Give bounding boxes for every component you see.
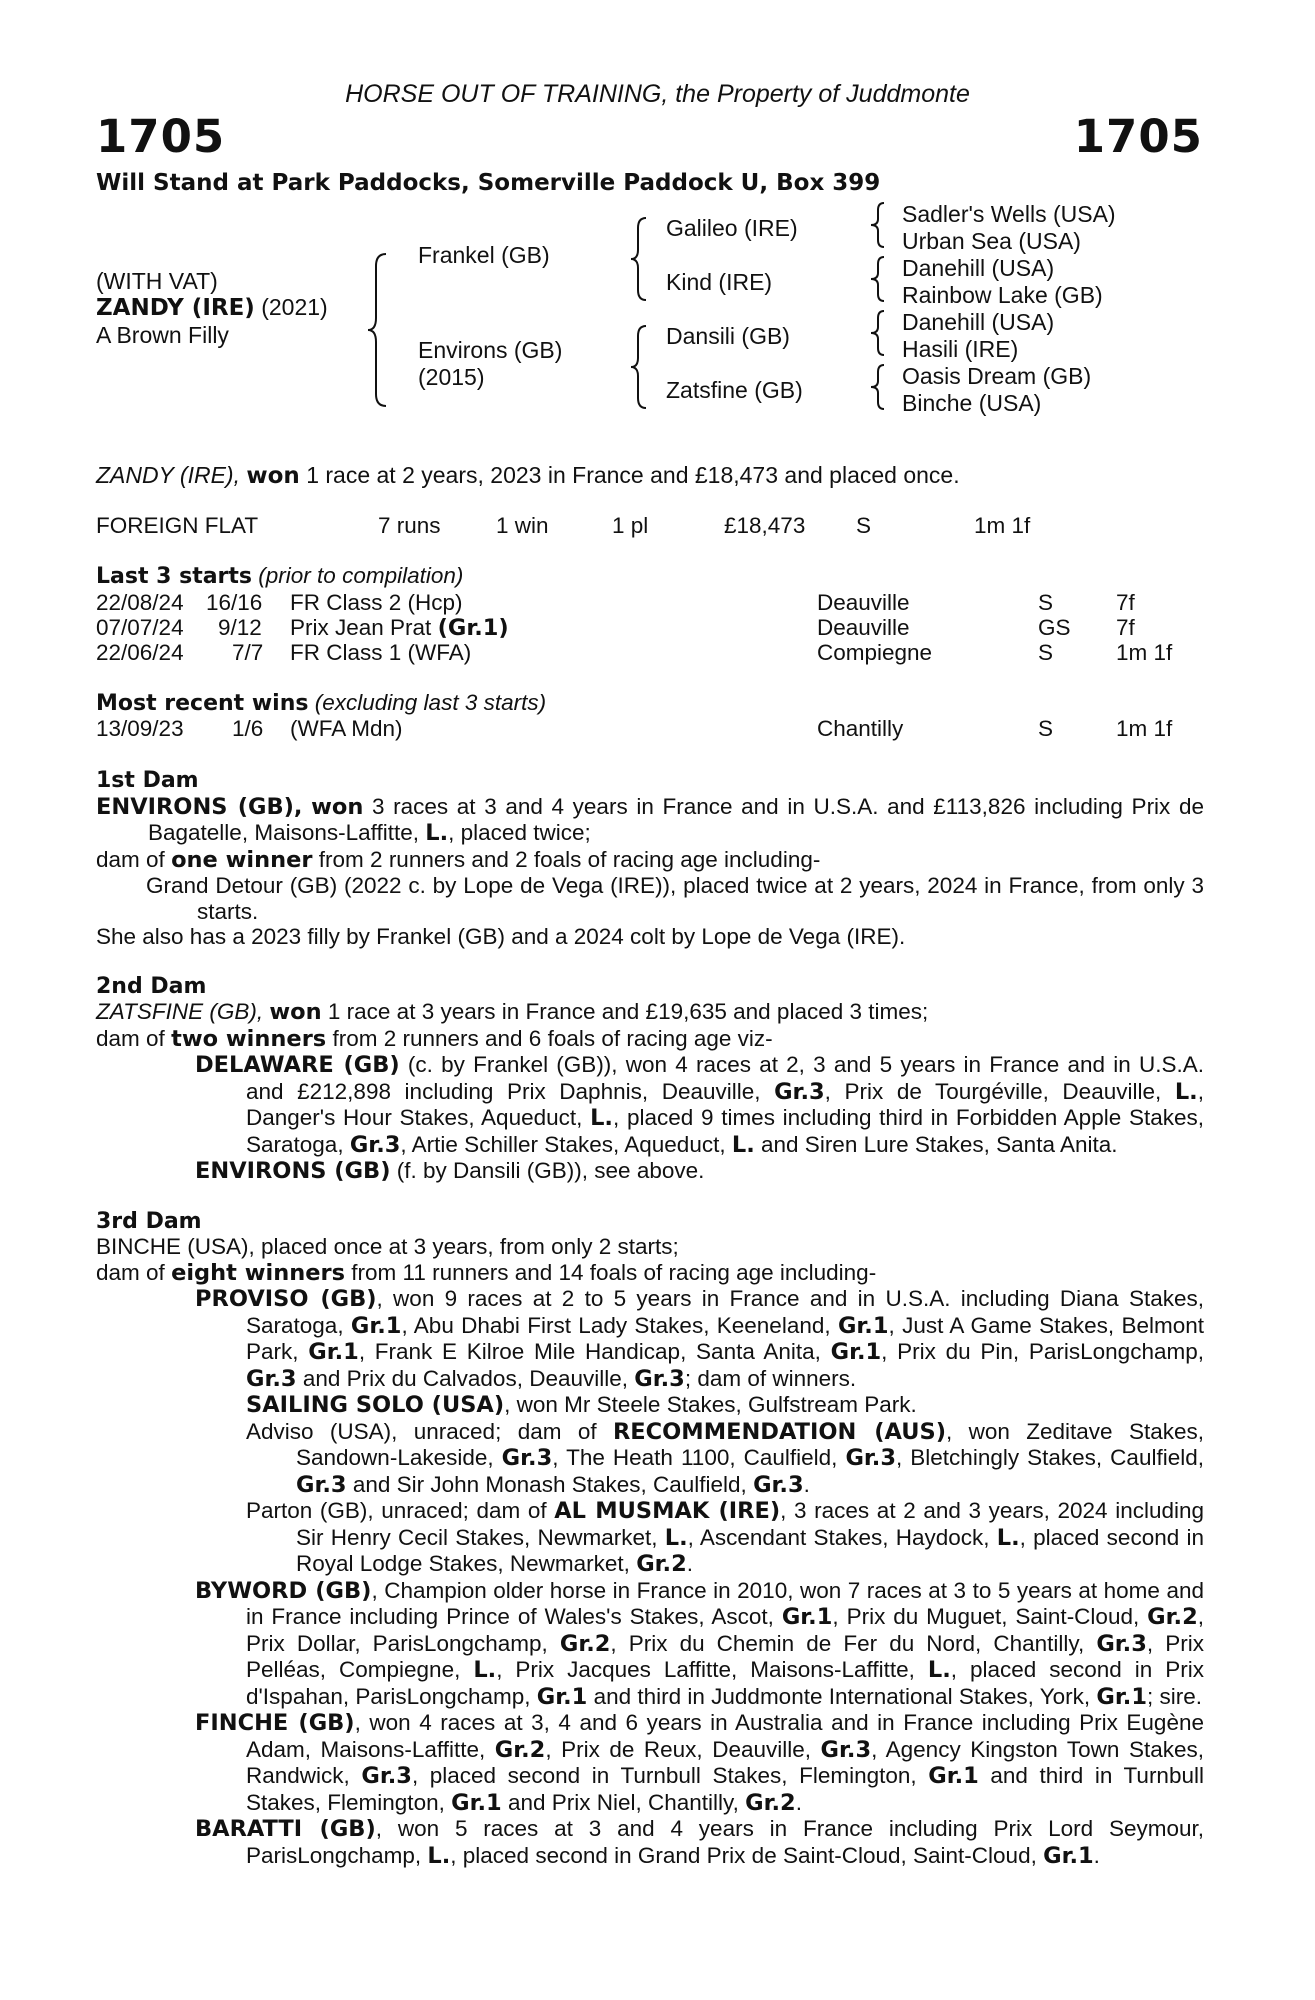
proviso-grade: Gr.1 <box>830 1339 882 1365</box>
win-date: 13/09/23 <box>96 716 184 741</box>
delaware-text-d: , placed 9 times including third in Forbidden Apple Stakes, Saratoga, <box>246 1105 1204 1157</box>
dam1-produce-a: dam of <box>96 846 165 872</box>
byword-text: and third in Juddmonte International Stakes, York, <box>593 1683 1091 1709</box>
proviso-text: and Prix du Calvados, Deauville, <box>302 1365 629 1391</box>
dam3-proviso <box>96 1286 1204 1392</box>
adviso-grade: Gr.3 <box>845 1445 897 1471</box>
pedigree-g6: Hasili (IRE) <box>902 336 1019 362</box>
proviso-text: , Prix du Pin, ParisLongchamp, <box>881 1339 1204 1364</box>
dam1-produce-c: from 2 runners and 2 foals of racing age including- <box>318 846 821 872</box>
byword-grade: Gr.1 <box>536 1683 588 1710</box>
byword-text: , Prix du Chemin de Fer du Nord, Chantilly, <box>610 1630 1085 1656</box>
start-distance: 7f <box>1116 615 1135 640</box>
dam3-heading: 3rd Dam <box>96 1208 202 1234</box>
adviso-text: and Sir John Monash Stakes, Caulfield, <box>352 1471 747 1497</box>
baratti-text: , placed second in Grand Prix de Saint-Cloud, Saint-Cloud, <box>450 1842 1037 1868</box>
proviso-text: , won 9 races at 2 to 5 years in France and in U.S.A. including Diana Stakes, Saratoga, <box>246 1286 1204 1338</box>
record-runs: 7 runs <box>378 513 441 538</box>
pedigree-dam-year: (2015) <box>418 364 485 390</box>
pedigree-g2: Urban Sea (USA) <box>902 228 1081 254</box>
lot-number-left: 1705 <box>96 110 226 163</box>
byword-text: , Prix Jacques Laffitte, Maisons-Laffitte, <box>496 1657 915 1682</box>
proviso-text: , Just A Game Stakes, Belmont Park, <box>246 1312 1204 1364</box>
start-distance: 1m 1f <box>1116 640 1173 665</box>
start-course: Deauville <box>817 615 910 640</box>
adviso-grade: Gr.3 <box>501 1445 553 1471</box>
dam1-name: ENVIRONS (GB), <box>96 793 303 820</box>
finche-text: , placed second in Turnbull Stakes, Flemington, <box>411 1763 917 1788</box>
pedigree-sire-dam: Kind (IRE) <box>666 269 773 295</box>
byword-grade: Gr.1 <box>1096 1683 1147 1710</box>
vat-note: (WITH VAT) <box>96 268 218 294</box>
adviso-text: . <box>803 1471 810 1497</box>
byword-text: ; sire. <box>1146 1683 1202 1709</box>
dam2-won: won <box>269 999 322 1025</box>
dam2-environs <box>96 1158 1204 1185</box>
parton-text: . <box>686 1551 694 1576</box>
start-date: 22/08/24 <box>96 590 184 615</box>
pedigree-brace-sire <box>626 214 652 304</box>
proviso-adviso <box>96 1419 1204 1499</box>
parton-text: Parton (GB), unraced; dam of <box>246 1498 547 1523</box>
parton-grade: Gr.2 <box>636 1551 687 1577</box>
dam-sections <box>96 768 1204 1869</box>
start-date: 07/07/24 <box>96 615 184 640</box>
start-grade: (Gr.1) <box>437 615 509 641</box>
dam2-record <box>96 999 1204 1026</box>
delaware-grade: L. <box>1174 1078 1198 1105</box>
proviso-grade: Gr.3 <box>246 1365 297 1392</box>
horse-description: A Brown Filly <box>96 322 229 348</box>
finche-text: and third in Turnbull Stakes, Flemington, <box>246 1763 1204 1815</box>
byword-grade: Gr.3 <box>1096 1630 1147 1657</box>
pedigree-dam-dam: Zatsfine (GB) <box>666 377 803 403</box>
dam1-other-produce: She also has a 2023 filly by Frankel (GB) and a 2024 colt by Lope de Vega (IRE). <box>96 924 906 949</box>
start-going: S <box>1038 590 1054 615</box>
dam1-heading: 1st Dam <box>96 768 199 793</box>
pedigree-sire-sire: Galileo (IRE) <box>666 215 798 241</box>
race-summary <box>96 462 960 489</box>
adviso-text: , won Zeditave Stakes, Sandown-Lakeside, <box>296 1418 1204 1470</box>
dam3-produce <box>96 1260 1204 1287</box>
recent-wins-note: (excluding last 3 starts) <box>314 690 547 715</box>
win-race: (WFA Mdn) <box>290 716 403 741</box>
start-going: GS <box>1038 615 1071 640</box>
horse-title <box>96 294 328 321</box>
parton-text: , Ascendant Stakes, Haydock, <box>687 1524 990 1550</box>
sailing-solo-name: SAILING SOLO (USA) <box>246 1392 505 1418</box>
parton-text: , placed second in Royal Lodge Stakes, Newmarket, <box>296 1524 1204 1576</box>
win-distance: 1m 1f <box>1116 716 1173 741</box>
summary-text: 1 race at 2 years, 2023 in France and £18,473 and placed once. <box>306 462 960 488</box>
win-going: S <box>1038 716 1054 741</box>
finche-text: , Agency Kingston Town Stakes, Randwick, <box>246 1736 1204 1788</box>
record-going: S <box>856 513 872 538</box>
parton-text: , 3 races at 2 and 3 years, 2024 including Sir Henry Cecil Stakes, Newmarket, <box>296 1498 1205 1550</box>
record-wins: 1 win <box>496 513 549 538</box>
recent-wins-title: Most recent wins <box>96 691 309 716</box>
pedigree-brace-dam <box>626 322 652 412</box>
byword-grade: Gr.2 <box>1147 1604 1198 1630</box>
dam1-produce <box>96 847 1204 874</box>
proviso-sailing-solo <box>96 1392 1204 1419</box>
delaware-grade: Gr.3 <box>774 1078 825 1105</box>
summary-name: ZANDY (IRE), <box>96 462 240 488</box>
start-position: 7/7 <box>232 640 264 665</box>
dam1-grade: L. <box>425 820 449 846</box>
dam2-produce <box>96 1026 1204 1053</box>
byword-text: , placed second in Prix d'Ispahan, ParisLongchamp, <box>246 1657 1204 1709</box>
dam1-record <box>96 794 1204 847</box>
delaware-text-c: , Danger's Hour Stakes, Aqueduct, <box>246 1078 1204 1130</box>
byword-grade: Gr.1 <box>781 1604 833 1630</box>
delaware-text-f: and Siren Lure Stakes, Santa Anita. <box>761 1131 1118 1157</box>
start-date: 22/06/24 <box>96 640 184 665</box>
last-starts-heading <box>96 563 463 589</box>
start-race-line <box>290 615 509 641</box>
adviso-grade: Gr.3 <box>296 1471 347 1498</box>
finche-grade: Gr.2 <box>745 1789 796 1816</box>
proviso-text: , Abu Dhabi First Lady Stakes, Keeneland, <box>401 1312 831 1338</box>
byword-grade: L. <box>927 1657 951 1683</box>
dam2-produce-a: dam of <box>96 1025 165 1051</box>
finche-grade: Gr.1 <box>928 1763 979 1789</box>
horse-name: ZANDY (IRE) <box>96 295 255 321</box>
dam3-baratti <box>96 1816 1204 1869</box>
dam3-produce-b: eight winners <box>171 1259 346 1286</box>
byword-text: , Prix du Muguet, Saint-Cloud, <box>832 1604 1140 1629</box>
baratti-name: BARATTI (GB) <box>195 1816 376 1842</box>
pedigree-g4: Rainbow Lake (GB) <box>902 282 1103 308</box>
win-course: Chantilly <box>817 716 904 741</box>
dam3-finche <box>96 1710 1204 1816</box>
pedigree-g3: Danehill (USA) <box>902 255 1055 281</box>
pedigree-sire: Frankel (GB) <box>418 242 550 268</box>
record-label: FOREIGN FLAT <box>96 513 259 538</box>
dam2-text: 1 race at 3 years in France and £19,635 and placed 3 times; <box>327 999 929 1024</box>
baratti-grade: L. <box>427 1842 451 1869</box>
finche-grade: Gr.3 <box>361 1763 412 1789</box>
summary-won: won <box>246 463 300 489</box>
delaware-grade: Gr.3 <box>349 1131 401 1158</box>
finche-text: , won 4 races at 3, 4 and 6 years in Australia and in France including Prix Eugène Adam, Maisons-Laffitte, <box>246 1710 1204 1762</box>
dam2-produce-b: two winners <box>171 1025 327 1052</box>
pedigree-g5: Danehill (USA) <box>902 309 1055 335</box>
environs-name: ENVIRONS (GB) <box>195 1158 391 1184</box>
dam1-text-b: , placed twice; <box>448 820 591 845</box>
delaware-name: DELAWARE (GB) <box>195 1052 400 1078</box>
adviso-text: , The Heath 1100, Caulfield, <box>552 1445 838 1470</box>
dam3-byword <box>96 1578 1204 1711</box>
adviso-grade: Gr.3 <box>753 1471 804 1498</box>
stand-location: Will Stand at Park Paddocks, Somerville Paddock U, Box 399 <box>96 170 881 196</box>
finche-grade: Gr.3 <box>820 1736 872 1763</box>
record-distance: 1m 1f <box>974 513 1031 538</box>
sailing-solo-text: , won Mr Steele Stakes, Gulfstream Park. <box>504 1392 917 1417</box>
proviso-grade: Gr.3 <box>634 1365 685 1392</box>
dam3-produce-a: dam of <box>96 1259 165 1285</box>
win-position: 1/6 <box>232 716 264 741</box>
delaware-text-e: , Artie Schiller Stakes, Aqueduct, <box>400 1131 726 1157</box>
parton-grade: L. <box>996 1524 1020 1551</box>
finche-grade: Gr.2 <box>494 1736 546 1763</box>
dam1-foal: Grand Detour (GB) (2022 c. by Lope de Vega (IRE)), placed twice at 2 years, 2024 in France, from only 3 starts. <box>146 873 1204 924</box>
start-race: FR Class 1 (WFA) <box>290 640 472 665</box>
byword-text: , Prix Dollar, ParisLongchamp, <box>246 1604 1204 1656</box>
finche-text: . <box>795 1789 802 1815</box>
proviso-grade: Gr.1 <box>308 1339 359 1365</box>
pedigree-brace-g2 <box>866 254 890 304</box>
record-placed: 1 pl <box>612 513 649 538</box>
dam3-record: BINCHE (USA), placed once at 3 years, from only 2 starts; <box>96 1234 679 1259</box>
finche-name: FINCHE (GB) <box>195 1710 355 1736</box>
adviso-text: , Bletchingly Stakes, Caulfield, <box>896 1445 1204 1470</box>
pedigree-dam-sire: Dansili (GB) <box>666 323 790 349</box>
pedigree-brace-g3 <box>866 308 890 358</box>
proviso-name: PROVISO (GB) <box>195 1286 377 1312</box>
dam2-name: ZATSFINE (GB), <box>96 999 264 1024</box>
adviso-text: Adviso (USA), unraced; dam of <box>246 1418 597 1444</box>
dam1-won: won <box>311 793 364 820</box>
recent-wins-heading <box>96 690 546 716</box>
dam2-heading: 2nd Dam <box>96 973 207 999</box>
dam3-produce-c: from 11 runners and 14 foals of racing age including- <box>351 1259 877 1285</box>
byword-grade: L. <box>473 1657 497 1683</box>
pedigree-dam: Environs (GB) <box>418 337 563 363</box>
dam1-produce-b: one winner <box>171 846 313 873</box>
record-earnings: £18,473 <box>724 513 806 538</box>
byword-text: , Champion older horse in France in 2010, won 7 races at 3 to 5 years at home and in France including Prince of Wales's Stakes, Ascot, <box>246 1577 1204 1629</box>
baratti-text: , won 5 races at 3 and 4 years in France including Prix Lord Seymour, ParisLongchamp, <box>246 1816 1205 1868</box>
last-starts-title: Last 3 starts <box>96 564 253 589</box>
parton-grade: L. <box>664 1524 688 1551</box>
delaware-grade: L. <box>590 1105 613 1131</box>
delaware-grade: L. <box>731 1131 755 1158</box>
delaware-text-b: , Prix de Tourgéville, Deauville, <box>824 1078 1162 1104</box>
proviso-text: , Frank E Kilroe Mile Handicap, Santa Anita, <box>358 1339 821 1364</box>
dam2-produce-c: from 2 runners and 6 foals of racing age viz- <box>332 1025 773 1051</box>
start-going: S <box>1038 640 1054 665</box>
last-starts-note: (prior to compilation) <box>258 563 464 588</box>
start-course: Deauville <box>817 590 910 615</box>
start-race: FR Class 2 (Hcp) <box>290 590 463 615</box>
proviso-grade: Gr.1 <box>350 1312 402 1339</box>
pedigree-brace-g4 <box>866 362 890 412</box>
byword-text: , Prix Pelléas, Compiegne, <box>246 1630 1204 1682</box>
proviso-grade: Gr.1 <box>837 1312 889 1339</box>
start-race: Prix Jean Prat <box>290 615 432 640</box>
dam1-text: 3 races at 3 and 4 years in France and in U.S.A. and £113,826 including Prix de Bagatelle, Maisons-Laffitte, <box>148 793 1204 845</box>
baratti-text: . <box>1093 1842 1100 1868</box>
byword-name: BYWORD (GB) <box>195 1577 372 1604</box>
finche-grade: Gr.1 <box>451 1789 502 1816</box>
al-musmak-name: AL MUSMAK (IRE) <box>554 1498 781 1524</box>
dam2-delaware <box>96 1052 1204 1158</box>
lot-number-right: 1705 <box>1073 110 1203 163</box>
environs-text: (f. by Dansili (GB)), see above. <box>396 1158 705 1183</box>
proviso-parton <box>96 1498 1204 1578</box>
start-position: 16/16 <box>206 590 263 615</box>
pedigree-brace-main <box>364 250 394 410</box>
start-course: Compiegne <box>817 640 933 665</box>
pedigree-g7: Oasis Dream (GB) <box>902 363 1092 389</box>
finche-text: , Prix de Reux, Deauville, <box>545 1736 812 1762</box>
pedigree-g1: Sadler's Wells (USA) <box>902 201 1116 227</box>
pedigree-brace-g1 <box>866 200 890 250</box>
start-distance: 7f <box>1116 590 1135 615</box>
delaware-text-a: (c. by Frankel (GB)), won 4 races at 2, 3 and 5 years in France and in U.S.A. and £212,898 including Prix Daphnis, Deauville, <box>246 1052 1204 1104</box>
proviso-text: ; dam of winners. <box>684 1365 857 1391</box>
baratti-grade: Gr.1 <box>1043 1842 1094 1869</box>
horse-year: (2021) <box>261 294 328 320</box>
recommendation-name: RECOMMENDATION (AUS) <box>612 1418 947 1445</box>
byword-grade: Gr.2 <box>559 1630 611 1657</box>
page-header-title: HORSE OUT OF TRAINING, the Property of Juddmonte <box>345 80 970 108</box>
finche-text: and Prix Niel, Chantilly, <box>507 1789 739 1815</box>
start-position: 9/12 <box>218 615 262 640</box>
pedigree-g8: Binche (USA) <box>902 390 1042 416</box>
